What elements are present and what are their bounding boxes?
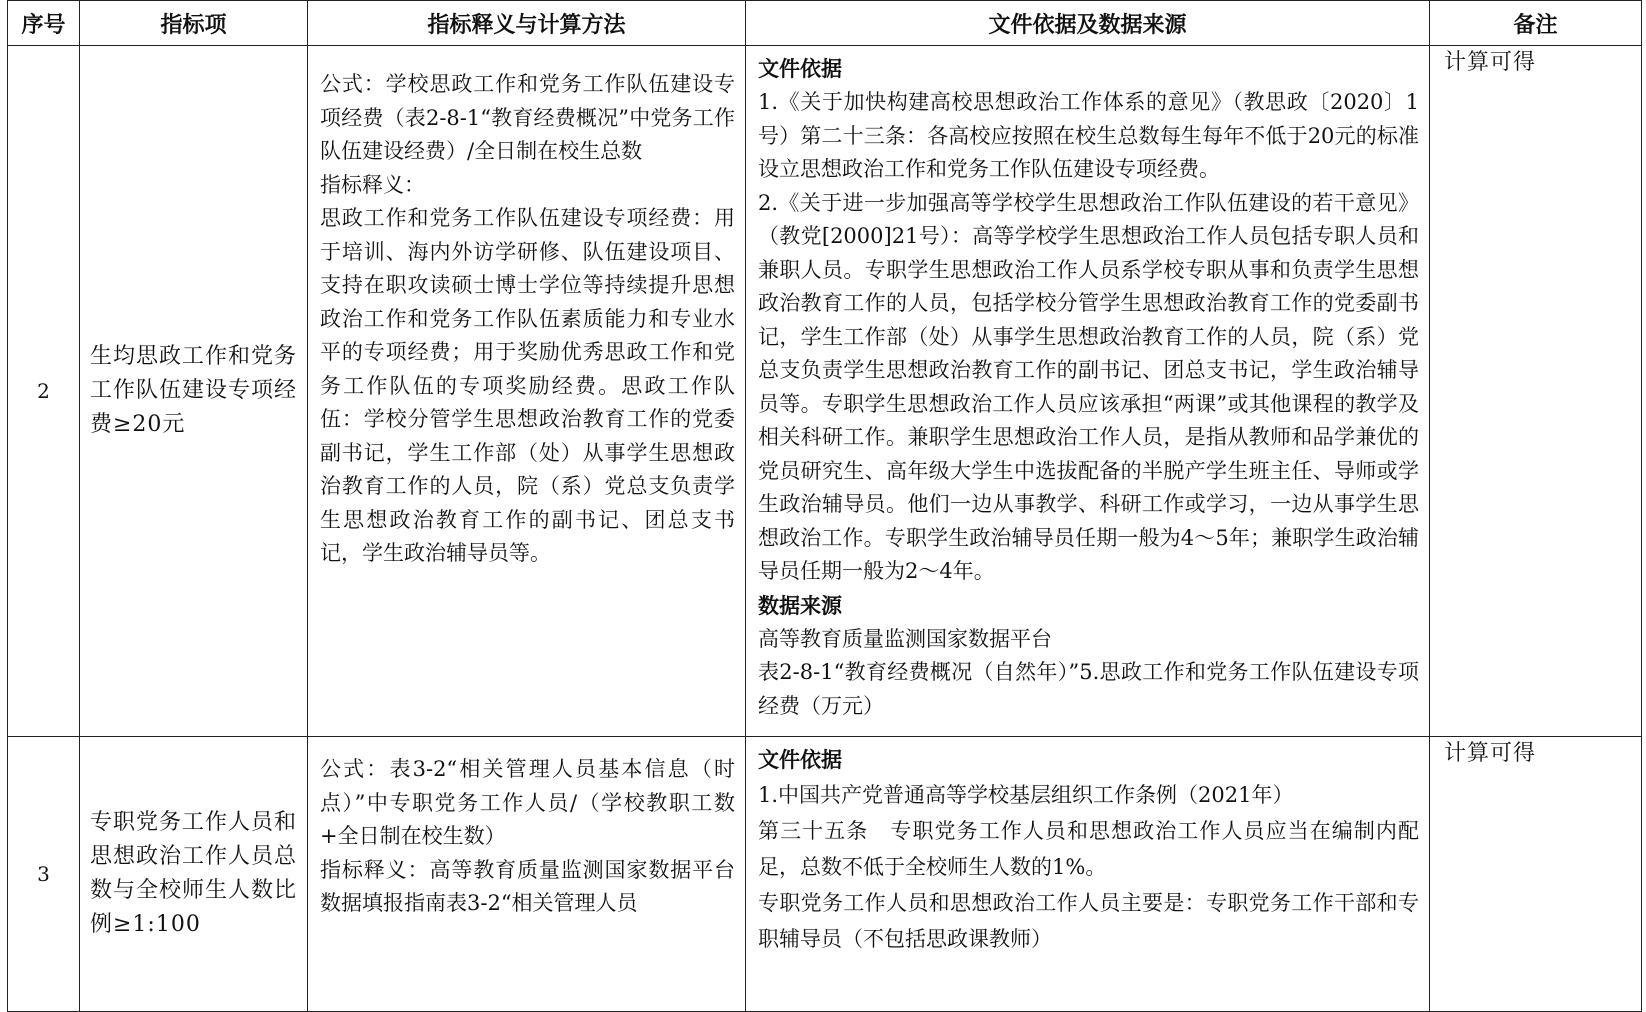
header-note: 备注 (1430, 1, 1642, 46)
definition-label: 指标释义： (320, 172, 425, 197)
indicator-table (7, 0, 1642, 1012)
table-header-row (8, 1, 1642, 46)
indicator-text: 专职党务工作人员和思想政治工作人员总数与全校师生人数比例≥1:100 (90, 810, 298, 937)
basis-item: 1.《关于加快构建高校思想政治工作体系的意见》（教思政〔2020〕1号）第二十三条：各高校应按照在校生总数每生每年不低于20元的标准设立思想政治工作和党务工作队伍建设专项经费。 (758, 90, 1419, 181)
method-cell (308, 46, 746, 737)
basis-item: 专职党务工作人员和思想政治工作人员主要是：专职党务工作干部和专职辅导员（不包括思政课教师） (758, 891, 1419, 951)
basis-heading: 文件依据 (758, 57, 842, 81)
header-no: 序号 (8, 1, 80, 46)
indicator-cell (80, 46, 308, 737)
note-cell: 计算可得 (1430, 46, 1642, 737)
table-row (8, 46, 1642, 737)
header-source: 文件依据及数据来源 (746, 1, 1430, 46)
basis-item: 2.《关于进一步加强高等学校学生思想政治工作队伍建设的若干意见》（教党[2000]21号）：高等学校学生思想政治工作人员包括专职人员和兼职人员。专职学生思想政治工作人员系学校专职从事和负责学生思想政治教育工作的人员，包括学校分管学生思想政治教育工作的党委副书记，学生工作部（处）从事学生思想政治教育工作的人员，院（系）党总支负责学生思想政治教育工作的副书记、团总支书记，学生政治辅导员等。专职学生思想政治工作人员应该承担“两课”或其他课程的教学及相关科研工作。兼职学生思想政治工作人员，是指从教师和品学兼优的党员研究生、高年级大学生中选拔配备的半脱产学生班主任、导师或学生政治辅导员。他们一边从事教学、科研工作或学习，一边从事学生思想政治工作。专职学生政治辅导员任期一般为4～5年；兼职学生政治辅导员任期一般为2～4年。 (758, 190, 1419, 583)
formula-text: 公式：表3-2“相关管理人员基本信息（时点）”中专职党务工作人员/（学校教职工数+全日制在校生数） (320, 757, 735, 848)
indicator-cell (80, 737, 308, 1012)
table-row (8, 737, 1642, 1012)
basis-item: 1.中国共产党普通高等学校基层组织工作条例（2021年） (758, 783, 1294, 807)
basis-heading: 文件依据 (758, 748, 842, 772)
data-source-item: 高等教育质量监测国家数据平台 (758, 626, 1052, 651)
indicator-text: 生均思政工作和党务工作队伍建设专项经费≥20元 (90, 344, 298, 437)
basis-item: 第三十五条 专职党务工作人员和思想政治工作人员应当在编制内配足，总数不低于全校师生人数的1%。 (758, 819, 1419, 879)
method-cell (308, 737, 746, 1012)
formula-text: 公式：学校思政工作和党务工作队伍建设专项经费（表2-8-1“教育经费概况”中党务工作队伍建设经费）/全日制在校生总数 (320, 72, 735, 163)
source-cell (746, 737, 1430, 1012)
header-indicator: 指标项 (80, 1, 308, 46)
row-number: 2 (8, 46, 80, 737)
header-method: 指标释义与计算方法 (308, 1, 746, 46)
source-cell (746, 46, 1430, 737)
data-source-item: 表2-8-1“教育经费概况（自然年）”5.思政工作和党务工作队伍建设专项经费（万元） (758, 660, 1419, 718)
row-number: 3 (8, 737, 80, 1012)
data-source-heading: 数据来源 (758, 593, 842, 618)
definition-text: 指标释义：高等教育质量监测国家数据平台数据填报指南表3-2“相关管理人员 (320, 857, 735, 915)
note-cell: 计算可得 (1430, 737, 1642, 1012)
definition-text: 思政工作和党务工作队伍建设专项经费：用于培训、海内外访学研修、队伍建设项目、支持在职攻读硕士博士学位等持续提升思想政治工作和党务工作队伍素质能力和专业水平的专项经费；用于奖励优秀思政工作和党务工作队伍的专项奖励经费。思政工作队伍：学校分管学生思想政治教育工作的党委副书记，学生工作部（处）从事学生思想政治教育工作的人员，院（系）党总支负责学生思想政治教育工作的副书记、团总支书记，学生政治辅导员等。 (320, 206, 735, 565)
